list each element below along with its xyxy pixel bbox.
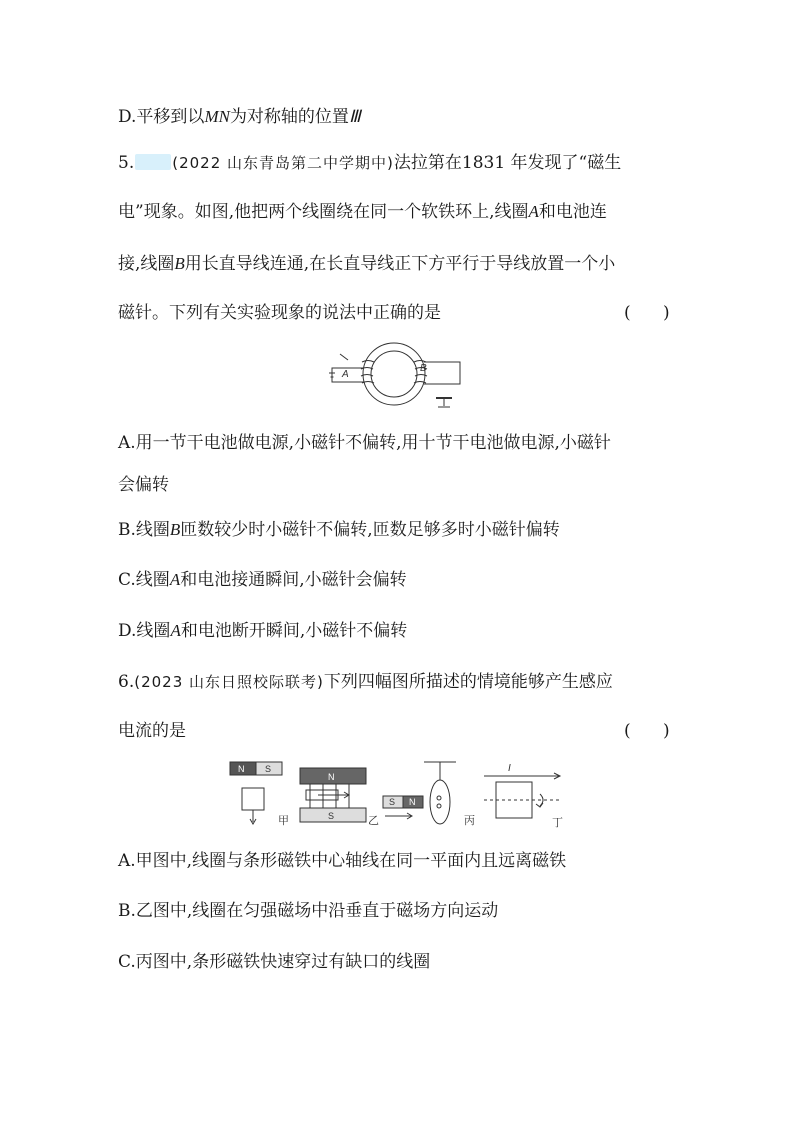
q5-coil-a-ref: A [528, 202, 539, 221]
q5-option-a-line1: A.用一节干电池做电源,小磁针不偏转,用十节干电池做电源,小磁针 [118, 433, 611, 453]
q5-option-c-pre: C.线圈 [118, 570, 170, 590]
q6-stem-line2: 电流的是 [118, 721, 186, 741]
q5-figure-label-a: A [342, 369, 349, 380]
q5-option-b-pre: B.线圈 [118, 520, 170, 540]
q5-figure-iron-ring [328, 340, 468, 412]
q6-figure-panels [228, 758, 578, 830]
q6-stem-text1: 下列四幅图所描述的情境能够产生感应 [323, 672, 613, 692]
q4-option-d-mn: MN [204, 107, 230, 126]
q5-stem-line4 [118, 302, 441, 324]
q5-answer-paren: ( ) [624, 303, 670, 323]
q5-stem-text2-end: 和电池连 [538, 202, 607, 222]
q6-answer-paren: ( ) [624, 721, 670, 741]
q6-fig-bing-s: S [389, 797, 396, 807]
q5-option-c-coil: A [169, 570, 181, 589]
q5-option-d-coil: A [170, 621, 181, 640]
q5-stem-text3-post: 用长直导线连通,在长直导线正下方平行于导线放置一个小 [184, 254, 616, 274]
q6-fig-current-i: I [508, 763, 511, 774]
q5-stem-text3-pre: 接,线圈 [118, 254, 175, 274]
q6-option-a: A.甲图中,线圈与条形磁铁中心轴线在同一平面内且远离磁铁 [118, 851, 567, 871]
q5-stem-line1 [118, 152, 621, 174]
q5-stem-text1: 法拉第在1831 年发现了“磁生 [393, 153, 622, 173]
q6-fig-bing-n: N [409, 797, 416, 807]
q4-option-d [118, 106, 361, 128]
q5-option-b [118, 519, 560, 541]
q6-fig-label-yi: 乙 [368, 815, 379, 827]
q6-fig-yi-s: S [328, 811, 335, 821]
q4-option-d-roman: Ⅲ [348, 107, 361, 126]
q6-fig-jia-n: N [238, 764, 245, 774]
q5-option-d [118, 620, 407, 642]
q6-stem-line1 [118, 671, 613, 693]
q5-stem-text2: 电”现象。如图,他把两个线圈绕在同一个软铁环上,线圈 [118, 202, 529, 222]
q5-stem-line3 [118, 253, 615, 275]
q6-fig-yi-n: N [328, 772, 335, 782]
q5-option-b-coil: B [169, 520, 181, 539]
q6-fig-label-bing: 丙 [464, 815, 475, 827]
q6-fig-label-ding: 丁 [552, 817, 563, 829]
difficulty-badge [135, 154, 171, 170]
q6-source: (2023 山东日照校际联考) [134, 673, 324, 691]
q6-option-c: C.丙图中,条形磁铁快速穿过有缺口的线圈 [118, 952, 431, 972]
q5-option-a-line2: 会偏转 [118, 475, 169, 495]
q4-option-d-prefix: D.平移到以 [118, 107, 205, 127]
q5-figure-label-b: B [420, 363, 427, 374]
q5-option-d-post: 和电池断开瞬间,小磁针不偏转 [180, 621, 408, 641]
q5-stem-line2 [118, 201, 607, 223]
q6-fig-label-jia: 甲 [278, 815, 289, 827]
q5-option-d-pre: D.线圈 [118, 621, 171, 641]
q5-stem-text4: 磁针。下列有关实验现象的说法中正确的是 [118, 303, 441, 323]
q5-option-c-post: 和电池接通瞬间,小磁针会偏转 [180, 570, 407, 590]
q5-number: 5. [118, 153, 135, 173]
q6-option-b: B.乙图中,线圈在匀强磁场中沿垂直于磁场方向运动 [118, 901, 499, 921]
q5-option-c [118, 569, 407, 591]
q6-number: 6. [118, 672, 135, 692]
q6-fig-jia-s: S [265, 764, 272, 774]
q4-option-d-suffix: 为对称轴的位置 [229, 107, 349, 127]
q5-coil-b-ref: B [174, 254, 185, 273]
q5-source: (2022 山东青岛第二中学期中) [172, 154, 394, 172]
q5-option-b-post: 匝数较少时小磁针不偏转,匝数足够多时小磁针偏转 [180, 520, 560, 540]
